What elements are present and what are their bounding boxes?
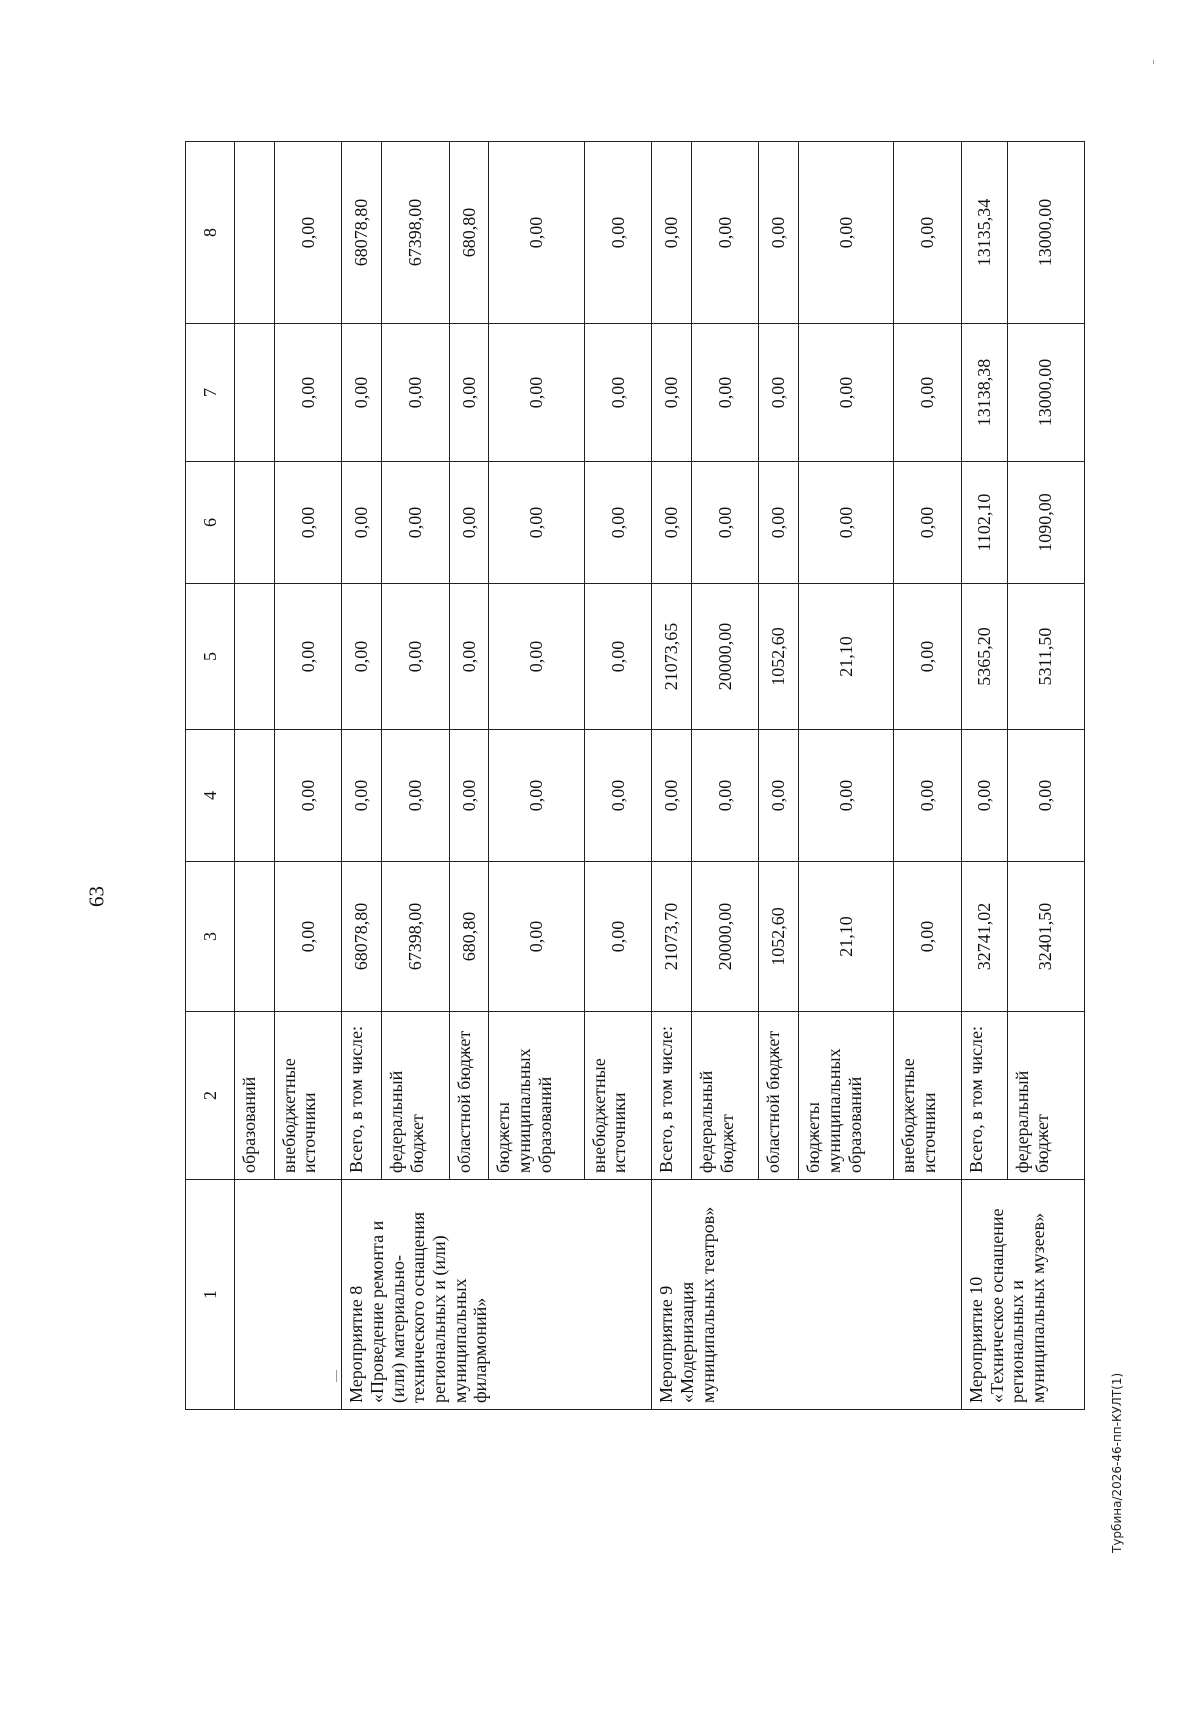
amount-cell: 0,00 (274, 730, 342, 862)
amount-cell: 0,00 (449, 324, 489, 462)
funding-source-label: бюджеты муниципальных образований (489, 1012, 584, 1180)
amount-cell: 0,00 (961, 730, 1007, 862)
amount-cell: 0,00 (691, 324, 759, 462)
document-footer: Турбина/2026-46-пп-КУЛТ(1) (1110, 1372, 1124, 1553)
amount-cell: 0,00 (489, 862, 584, 1012)
amount-cell: 0,00 (449, 730, 489, 862)
measure-name: Мероприятие 8 «Проведение ремонта и (или) материально-технического оснащения региональных и (или) муниципальных филармоний» (342, 1180, 652, 1410)
amount-cell: 680,80 (449, 862, 489, 1012)
amount-cell: 0,00 (342, 584, 382, 730)
amount-cell: 0,00 (342, 462, 382, 584)
funding-source-label: Всего, в том числе: (652, 1012, 692, 1180)
column-header-2: 2 (186, 1012, 235, 1180)
funding-source-label: внебюджетные источники (274, 1012, 342, 1180)
amount-cell: 0,00 (652, 730, 692, 862)
column-header-7: 7 (186, 324, 235, 462)
empty-measure-cell (235, 1180, 342, 1410)
amount-cell: 0,00 (489, 584, 584, 730)
funding-source-label: Всего, в том числе: (961, 1012, 1007, 1180)
page-number: 63 (84, 886, 109, 907)
measure-name: Мероприятие 10 «Техническое оснащение региональных и муниципальных музеев» (961, 1180, 1084, 1410)
table-row (961, 142, 1007, 1410)
column-header-3: 3 (186, 862, 235, 1012)
amount-cell: 0,00 (584, 462, 652, 584)
amount-cell: 0,00 (894, 324, 962, 462)
amount-cell: 32401,50 (1007, 862, 1084, 1012)
amount-cell: 0,00 (382, 730, 450, 862)
amount-cell: 680,80 (449, 142, 489, 324)
table-row (652, 142, 692, 1410)
budget-table (185, 141, 1085, 1410)
amount-cell: 1102,10 (961, 462, 1007, 584)
amount-cell: 0,00 (342, 730, 382, 862)
amount-cell: 0,00 (894, 584, 962, 730)
amount-cell: 0,00 (274, 142, 342, 324)
amount-cell: 1052,60 (759, 862, 799, 1012)
amount-cell: 0,00 (1007, 730, 1084, 862)
measure-name: Мероприятие 9 «Модернизация муниципальных театров» (652, 1180, 962, 1410)
amount-cell: 13000,00 (1007, 324, 1084, 462)
amount-cell: 0,00 (894, 462, 962, 584)
amount-cell: 0,00 (894, 730, 962, 862)
header-row (186, 142, 235, 1410)
table-body (235, 142, 1085, 1410)
amount-cell: 21073,65 (652, 584, 692, 730)
funding-source-label: бюджеты муниципальных образований (799, 1012, 894, 1180)
amount-cell: 0,00 (759, 142, 799, 324)
amount-cell (235, 462, 275, 584)
amount-cell: 5311,50 (1007, 584, 1084, 730)
amount-cell: 0,00 (652, 462, 692, 584)
amount-cell: 0,00 (342, 324, 382, 462)
amount-cell: 20000,00 (691, 862, 759, 1012)
amount-cell: 0,00 (274, 324, 342, 462)
amount-cell: 0,00 (691, 462, 759, 584)
amount-cell: 0,00 (584, 324, 652, 462)
amount-cell: 0,00 (584, 584, 652, 730)
rotated-table-container (185, 142, 1085, 1410)
column-header-1: 1 (186, 1180, 235, 1410)
funding-source-label: федеральный бюджет (691, 1012, 759, 1180)
amount-cell: 0,00 (382, 462, 450, 584)
amount-cell: 68078,80 (342, 142, 382, 324)
amount-cell: 13135,34 (961, 142, 1007, 324)
amount-cell: 5365,20 (961, 584, 1007, 730)
funding-source-label: федеральный бюджет (1007, 1012, 1084, 1180)
amount-cell: 0,00 (894, 862, 962, 1012)
column-header-8: 8 (186, 142, 235, 324)
amount-cell: 0,00 (584, 142, 652, 324)
amount-cell: 0,00 (382, 324, 450, 462)
amount-cell: 0,00 (489, 142, 584, 324)
amount-cell (235, 142, 275, 324)
column-header-5: 5 (186, 584, 235, 730)
funding-source-label: Всего, в том числе: (342, 1012, 382, 1180)
amount-cell: 0,00 (799, 324, 894, 462)
funding-source-label: областной бюджет (449, 1012, 489, 1180)
amount-cell: 32741,02 (961, 862, 1007, 1012)
amount-cell (235, 324, 275, 462)
amount-cell (235, 584, 275, 730)
amount-cell: 0,00 (652, 324, 692, 462)
funding-source-label: областной бюджет (759, 1012, 799, 1180)
amount-cell: 0,00 (799, 730, 894, 862)
table-row (235, 142, 275, 1410)
amount-cell: 0,00 (759, 324, 799, 462)
funding-source-label: внебюджетные источники (894, 1012, 962, 1180)
amount-cell: 0,00 (894, 142, 962, 324)
amount-cell: 0,00 (274, 462, 342, 584)
column-header-4: 4 (186, 730, 235, 862)
amount-cell: 0,00 (489, 730, 584, 862)
amount-cell: 13138,38 (961, 324, 1007, 462)
amount-cell (235, 730, 275, 862)
amount-cell: 21,10 (799, 862, 894, 1012)
column-header-6: 6 (186, 462, 235, 584)
amount-cell: 0,00 (759, 462, 799, 584)
amount-cell: 1090,00 (1007, 462, 1084, 584)
amount-cell: 0,00 (274, 584, 342, 730)
amount-cell: 0,00 (759, 730, 799, 862)
amount-cell: 68078,80 (342, 862, 382, 1012)
amount-cell: 0,00 (584, 730, 652, 862)
amount-cell: 0,00 (274, 862, 342, 1012)
amount-cell: 0,00 (584, 862, 652, 1012)
amount-cell: 67398,00 (382, 142, 450, 324)
amount-cell: 13000,00 (1007, 142, 1084, 324)
amount-cell: 21073,70 (652, 862, 692, 1012)
amount-cell: 0,00 (652, 142, 692, 324)
amount-cell: 1052,60 (759, 584, 799, 730)
amount-cell: 0,00 (382, 584, 450, 730)
amount-cell: 0,00 (799, 462, 894, 584)
amount-cell: 20000,00 (691, 584, 759, 730)
amount-cell: 0,00 (799, 142, 894, 324)
table-row (342, 142, 382, 1410)
scan-speck (336, 1370, 337, 1382)
amount-cell: 0,00 (691, 730, 759, 862)
funding-source-label: внебюджетные источники (584, 1012, 652, 1180)
amount-cell: 0,00 (489, 324, 584, 462)
amount-cell: 0,00 (489, 462, 584, 584)
funding-source-label: образований (235, 1012, 275, 1180)
amount-cell: 0,00 (449, 462, 489, 584)
amount-cell: 0,00 (691, 142, 759, 324)
amount-cell: 67398,00 (382, 862, 450, 1012)
scan-speck (1153, 60, 1154, 64)
funding-source-label: федеральный бюджет (382, 1012, 450, 1180)
amount-cell: 0,00 (449, 584, 489, 730)
amount-cell: 21,10 (799, 584, 894, 730)
amount-cell (235, 862, 275, 1012)
